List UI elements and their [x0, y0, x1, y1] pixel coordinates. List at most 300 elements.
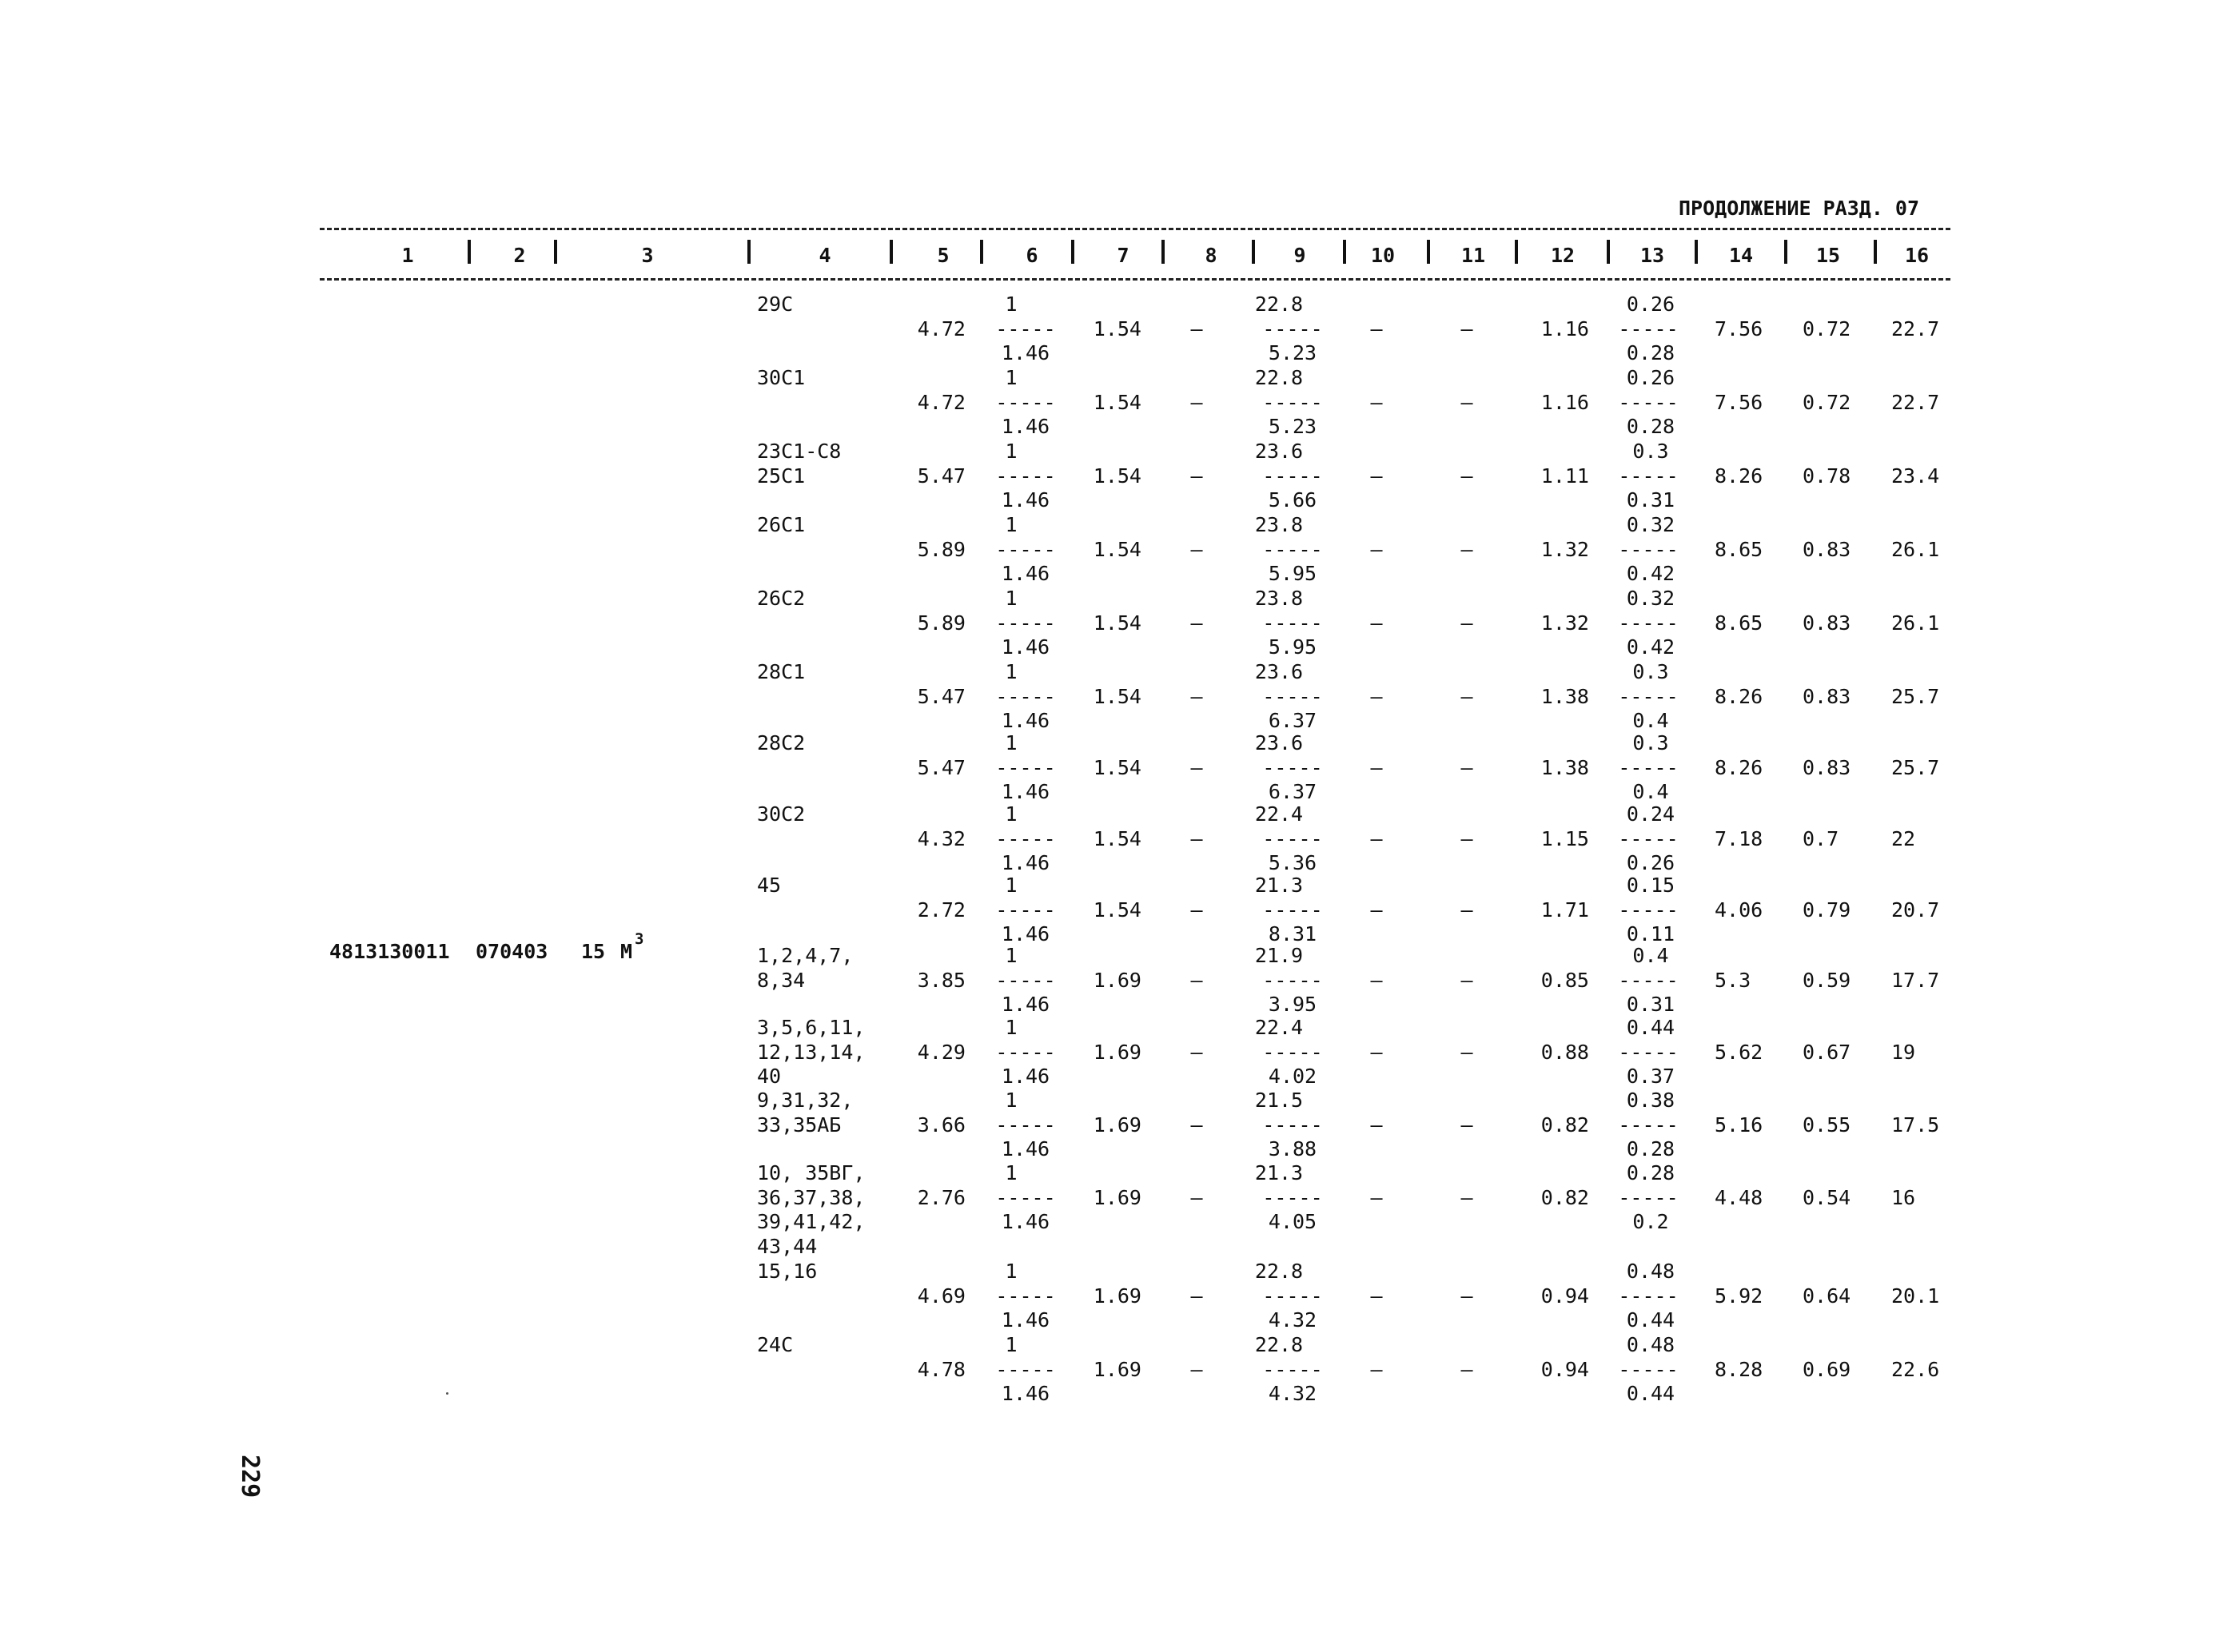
- col14-value: 7.56: [1715, 390, 1763, 414]
- col9-fraction-bar: -----: [1262, 1284, 1323, 1308]
- col13-numerator: 0.26: [1626, 366, 1675, 389]
- col6-denominator: 1.46: [1001, 709, 1050, 732]
- col9-numerator: 23.8: [1254, 513, 1304, 536]
- profile-label: 29С: [757, 293, 794, 316]
- col12-value: 0.82: [1540, 1185, 1589, 1209]
- col7-value: 1.54: [1093, 826, 1141, 850]
- col8-dash: –: [1190, 1185, 1203, 1209]
- col9-fraction-bar: -----: [1262, 898, 1323, 922]
- col8-dash: –: [1190, 1113, 1203, 1136]
- col9-fraction-bar: -----: [1262, 1185, 1323, 1209]
- col5-value: 5.47: [917, 755, 966, 779]
- col11-dash: –: [1460, 537, 1473, 561]
- column-separator: [554, 240, 557, 264]
- col13-numerator: 0.24: [1626, 802, 1675, 826]
- col9-numerator: 21.3: [1254, 874, 1304, 897]
- col7-value: 1.54: [1093, 898, 1141, 922]
- col13-fraction-bar: -----: [1618, 611, 1679, 635]
- col9-denominator: 5.23: [1268, 415, 1317, 438]
- col8-dash: –: [1190, 390, 1203, 414]
- col5-value: 4.72: [917, 390, 966, 414]
- col13-denominator: 0.11: [1626, 922, 1675, 945]
- profile-label: 45: [757, 874, 782, 897]
- col10-dash: –: [1370, 1185, 1383, 1209]
- col9-fraction-bar: -----: [1262, 464, 1323, 488]
- col6-fraction-bar: -----: [995, 898, 1056, 922]
- col11-dash: –: [1460, 826, 1473, 850]
- col13-denominator: 0.4: [1632, 780, 1669, 803]
- col9-denominator: 5.66: [1268, 488, 1317, 512]
- col6-denominator: 1.46: [1001, 922, 1050, 945]
- col13-numerator: 0.48: [1626, 1260, 1675, 1283]
- column-header-3: 3: [641, 244, 654, 267]
- col16-value: 17.5: [1891, 1113, 1940, 1136]
- col13-fraction-bar: -----: [1618, 537, 1679, 561]
- col7-value: 1.54: [1093, 611, 1141, 635]
- col13-fraction-bar: -----: [1618, 898, 1679, 922]
- col6-fraction-bar: -----: [995, 1040, 1056, 1064]
- col9-fraction-bar: -----: [1262, 390, 1323, 414]
- column-separator: [1607, 240, 1610, 264]
- col9-numerator: 21.9: [1254, 944, 1304, 967]
- col6-denominator: 1.46: [1001, 993, 1050, 1016]
- col11-dash: –: [1460, 968, 1473, 992]
- col7-value: 1.69: [1093, 1185, 1141, 1209]
- col6-fraction-bar: -----: [995, 390, 1056, 414]
- col11-dash: –: [1460, 1185, 1473, 1209]
- col14-value: 8.26: [1715, 755, 1763, 779]
- column-separator: [1515, 240, 1518, 264]
- col13-fraction-bar: -----: [1618, 464, 1679, 488]
- col6-denominator: 1.46: [1001, 341, 1050, 364]
- col14-value: 8.65: [1715, 537, 1763, 561]
- col5-value: 2.72: [917, 898, 966, 922]
- col11-dash: –: [1460, 464, 1473, 488]
- col8-dash: –: [1190, 898, 1203, 922]
- group-unit-superscript: 3: [635, 930, 644, 948]
- col7-value: 1.54: [1093, 464, 1141, 488]
- col11-dash: –: [1460, 316, 1473, 340]
- col9-fraction-bar: -----: [1262, 755, 1323, 779]
- col10-dash: –: [1370, 755, 1383, 779]
- col15-value: 0.83: [1803, 611, 1851, 635]
- col13-denominator: 0.28: [1626, 341, 1675, 364]
- col10-dash: –: [1370, 464, 1383, 488]
- col10-dash: –: [1370, 968, 1383, 992]
- col6-denominator: 1.46: [1001, 635, 1050, 659]
- col5-value: 4.32: [917, 826, 966, 850]
- column-separator: [1695, 240, 1698, 264]
- col6-numerator: 1: [1005, 1089, 1018, 1112]
- col13-fraction-bar: -----: [1618, 1284, 1679, 1308]
- col13-fraction-bar: -----: [1618, 1113, 1679, 1136]
- col15-value: 0.72: [1803, 316, 1851, 340]
- column-separator: [1427, 240, 1430, 264]
- col9-fraction-bar: -----: [1262, 1357, 1323, 1381]
- col9-denominator: 4.05: [1268, 1210, 1317, 1233]
- col12-value: 1.38: [1540, 684, 1589, 708]
- col9-denominator: 4.32: [1268, 1308, 1317, 1332]
- col7-value: 1.69: [1093, 1357, 1141, 1381]
- col16-value: 26.1: [1891, 537, 1940, 561]
- col8-dash: –: [1190, 611, 1203, 635]
- col13-denominator: 0.4: [1632, 709, 1669, 732]
- col13-fraction-bar: -----: [1618, 684, 1679, 708]
- col14-value: 4.06: [1715, 898, 1763, 922]
- col11-dash: –: [1460, 755, 1473, 779]
- col6-denominator: 1.46: [1001, 780, 1050, 803]
- col12-value: 0.82: [1540, 1113, 1589, 1136]
- col7-value: 1.54: [1093, 755, 1141, 779]
- col16-value: 20.7: [1891, 898, 1940, 922]
- column-header-2: 2: [513, 244, 526, 267]
- col5-value: 5.89: [917, 537, 966, 561]
- col16-value: 16: [1891, 1185, 1916, 1209]
- col15-value: 0.83: [1803, 755, 1851, 779]
- col10-dash: –: [1370, 684, 1383, 708]
- col14-value: 7.56: [1715, 316, 1763, 340]
- col16-value: 22: [1891, 826, 1916, 850]
- scan-speck: [446, 1392, 448, 1395]
- col6-fraction-bar: -----: [995, 464, 1056, 488]
- col6-fraction-bar: -----: [995, 684, 1056, 708]
- col6-numerator: 1: [1005, 874, 1018, 897]
- col6-denominator: 1.46: [1001, 1137, 1050, 1160]
- col9-denominator: 6.37: [1268, 709, 1317, 732]
- col12-value: 1.15: [1540, 826, 1589, 850]
- col7-value: 1.54: [1093, 537, 1141, 561]
- column-header-7: 7: [1117, 244, 1129, 267]
- column-header-8: 8: [1205, 244, 1217, 267]
- col10-dash: –: [1370, 611, 1383, 635]
- col13-denominator: 0.37: [1626, 1065, 1675, 1088]
- col9-numerator: 23.8: [1254, 587, 1304, 610]
- col13-denominator: 0.42: [1626, 562, 1675, 585]
- col9-denominator: 3.95: [1268, 993, 1317, 1016]
- col13-denominator: 0.44: [1626, 1382, 1675, 1405]
- col6-numerator: 1: [1005, 944, 1018, 967]
- col6-numerator: 1: [1005, 1016, 1018, 1039]
- col6-numerator: 1: [1005, 660, 1018, 683]
- col15-value: 0.67: [1803, 1040, 1851, 1064]
- col9-numerator: 23.6: [1254, 440, 1304, 463]
- col6-fraction-bar: -----: [995, 537, 1056, 561]
- col12-value: 1.11: [1540, 464, 1589, 488]
- continuation-title: ПРОДОЛЖЕНИЕ РАЗД. 07: [1679, 197, 1920, 220]
- col12-value: 1.32: [1540, 611, 1589, 635]
- col13-numerator: 0.26: [1626, 293, 1675, 316]
- column-header-10: 10: [1370, 244, 1396, 267]
- col9-fraction-bar: -----: [1262, 1040, 1323, 1064]
- col13-denominator: 0.28: [1626, 1137, 1675, 1160]
- column-header-11: 11: [1460, 244, 1486, 267]
- col11-dash: –: [1460, 611, 1473, 635]
- col6-numerator: 1: [1005, 587, 1018, 610]
- col6-numerator: 1: [1005, 513, 1018, 536]
- col6-numerator: 1: [1005, 440, 1018, 463]
- col13-denominator: 0.31: [1626, 488, 1675, 512]
- column-separator: [1071, 240, 1074, 264]
- col10-dash: –: [1370, 1357, 1383, 1381]
- col13-numerator: 0.28: [1626, 1161, 1675, 1184]
- col9-denominator: 8.31: [1268, 922, 1317, 945]
- col7-value: 1.54: [1093, 684, 1141, 708]
- profile-label: 24С: [757, 1333, 794, 1356]
- col12-value: 1.16: [1540, 316, 1589, 340]
- column-separator: [1343, 240, 1346, 264]
- column-header-12: 12: [1550, 244, 1576, 267]
- col16-value: 23.4: [1891, 464, 1940, 488]
- column-header-13: 13: [1639, 244, 1665, 267]
- col14-value: 5.92: [1715, 1284, 1763, 1308]
- col5-value: 3.66: [917, 1113, 966, 1136]
- col9-denominator: 5.23: [1268, 341, 1317, 364]
- column-header-16: 16: [1904, 244, 1930, 267]
- profile-label: 43,44: [757, 1234, 818, 1258]
- col13-numerator: 0.3: [1632, 660, 1669, 683]
- col11-dash: –: [1460, 390, 1473, 414]
- col5-value: 3.85: [917, 968, 966, 992]
- col9-fraction-bar: -----: [1262, 316, 1323, 340]
- col10-dash: –: [1370, 1284, 1383, 1308]
- column-header-14: 14: [1728, 244, 1754, 267]
- column-header-9: 9: [1293, 244, 1306, 267]
- col11-dash: –: [1460, 898, 1473, 922]
- col16-value: 22.7: [1891, 390, 1940, 414]
- col5-value: 5.89: [917, 611, 966, 635]
- col5-value: 4.29: [917, 1040, 966, 1064]
- column-header-6: 6: [1026, 244, 1038, 267]
- profile-label: 28С1: [757, 660, 806, 683]
- col13-denominator: 0.2: [1632, 1210, 1669, 1233]
- col9-denominator: 5.95: [1268, 635, 1317, 659]
- col6-denominator: 1.46: [1001, 1308, 1050, 1332]
- col8-dash: –: [1190, 537, 1203, 561]
- col13-numerator: 0.44: [1626, 1016, 1675, 1039]
- col12-value: 0.85: [1540, 968, 1589, 992]
- col14-value: 8.26: [1715, 684, 1763, 708]
- col15-value: 0.72: [1803, 390, 1851, 414]
- profile-label: 30С1: [757, 366, 806, 389]
- col6-fraction-bar: -----: [995, 755, 1056, 779]
- col10-dash: –: [1370, 316, 1383, 340]
- col8-dash: –: [1190, 826, 1203, 850]
- col8-dash: –: [1190, 1284, 1203, 1308]
- col14-value: 7.18: [1715, 826, 1763, 850]
- col6-fraction-bar: -----: [995, 1185, 1056, 1209]
- col13-numerator: 0.3: [1632, 731, 1669, 754]
- col6-fraction-bar: -----: [995, 826, 1056, 850]
- column-separator: [890, 240, 893, 264]
- profile-label: 26С1: [757, 513, 806, 536]
- col8-dash: –: [1190, 464, 1203, 488]
- col6-fraction-bar: -----: [995, 1357, 1056, 1381]
- col5-value: 4.72: [917, 316, 966, 340]
- col11-dash: –: [1460, 1357, 1473, 1381]
- col16-value: 22.6: [1891, 1357, 1940, 1381]
- profile-label: 3,5,6,11,: [757, 1016, 866, 1039]
- col6-numerator: 1: [1005, 802, 1018, 826]
- col9-numerator: 21.3: [1254, 1161, 1304, 1184]
- column-separator: [468, 240, 471, 264]
- col14-value: 4.48: [1715, 1185, 1763, 1209]
- col6-fraction-bar: -----: [995, 968, 1056, 992]
- group-quantity: 15: [581, 940, 606, 963]
- column-separator: [1874, 240, 1877, 264]
- col12-value: 1.38: [1540, 755, 1589, 779]
- col13-fraction-bar: -----: [1618, 316, 1679, 340]
- group-subcode: 070403: [476, 940, 548, 963]
- col11-dash: –: [1460, 1040, 1473, 1064]
- col15-value: 0.83: [1803, 684, 1851, 708]
- col16-value: 25.7: [1891, 755, 1940, 779]
- column-separator: [1161, 240, 1165, 264]
- col6-fraction-bar: -----: [995, 611, 1056, 635]
- col6-numerator: 1: [1005, 731, 1018, 754]
- col9-numerator: 22.8: [1254, 1333, 1304, 1356]
- col6-denominator: 1.46: [1001, 1065, 1050, 1088]
- col7-value: 1.69: [1093, 1113, 1141, 1136]
- col7-value: 1.54: [1093, 390, 1141, 414]
- column-header-5: 5: [937, 244, 950, 267]
- col12-value: 1.16: [1540, 390, 1589, 414]
- col9-denominator: 4.32: [1268, 1382, 1317, 1405]
- col9-fraction-bar: -----: [1262, 968, 1323, 992]
- col15-value: 0.55: [1803, 1113, 1851, 1136]
- col13-denominator: 0.42: [1626, 635, 1675, 659]
- col7-value: 1.69: [1093, 1284, 1141, 1308]
- col9-fraction-bar: -----: [1262, 826, 1323, 850]
- col8-dash: –: [1190, 316, 1203, 340]
- col11-dash: –: [1460, 684, 1473, 708]
- column-separator: [1784, 240, 1787, 264]
- col8-dash: –: [1190, 1357, 1203, 1381]
- group-unit: М: [620, 940, 633, 963]
- profile-label: 36,37,38,: [757, 1185, 866, 1209]
- col9-numerator: 22.8: [1254, 293, 1304, 316]
- col13-numerator: 0.38: [1626, 1089, 1675, 1112]
- col13-numerator: 0.15: [1626, 874, 1675, 897]
- col6-fraction-bar: -----: [995, 316, 1056, 340]
- col6-fraction-bar: -----: [995, 1113, 1056, 1136]
- col13-fraction-bar: -----: [1618, 968, 1679, 992]
- col13-denominator: 0.31: [1626, 993, 1675, 1016]
- col15-value: 0.59: [1803, 968, 1851, 992]
- col7-value: 1.54: [1093, 316, 1141, 340]
- column-header-1: 1: [401, 244, 414, 267]
- col15-value: 0.64: [1803, 1284, 1851, 1308]
- col5-value: 5.47: [917, 464, 966, 488]
- col9-fraction-bar: -----: [1262, 537, 1323, 561]
- page-number: 229: [236, 1455, 264, 1499]
- col16-value: 20.1: [1891, 1284, 1940, 1308]
- col13-fraction-bar: -----: [1618, 1357, 1679, 1381]
- col10-dash: –: [1370, 898, 1383, 922]
- profile-label: 9,31,32,: [757, 1089, 854, 1112]
- col6-numerator: 1: [1005, 293, 1018, 316]
- col14-value: 5.16: [1715, 1113, 1763, 1136]
- col5-value: 4.78: [917, 1357, 966, 1381]
- column-separator: [1252, 240, 1255, 264]
- col8-dash: –: [1190, 684, 1203, 708]
- col6-denominator: 1.46: [1001, 1210, 1050, 1233]
- col9-numerator: 21.5: [1254, 1089, 1304, 1112]
- profile-label: 40: [757, 1065, 782, 1088]
- col13-fraction-bar: -----: [1618, 826, 1679, 850]
- column-header-4: 4: [819, 244, 831, 267]
- col6-denominator: 1.46: [1001, 415, 1050, 438]
- profile-label: 8,34: [757, 968, 806, 992]
- col16-value: 25.7: [1891, 684, 1940, 708]
- col8-dash: –: [1190, 1040, 1203, 1064]
- col10-dash: –: [1370, 390, 1383, 414]
- col16-value: 17.7: [1891, 968, 1940, 992]
- col9-fraction-bar: -----: [1262, 684, 1323, 708]
- col16-value: 26.1: [1891, 611, 1940, 635]
- profile-label: 10, 35ВГ,: [757, 1161, 866, 1184]
- col6-numerator: 1: [1005, 1260, 1018, 1283]
- col11-dash: –: [1460, 1284, 1473, 1308]
- profile-label: 23С1-С8: [757, 440, 842, 463]
- profile-label: 25С1: [757, 464, 806, 488]
- col13-denominator: 0.28: [1626, 415, 1675, 438]
- col16-value: 19: [1891, 1040, 1916, 1064]
- col13-numerator: 0.3: [1632, 440, 1669, 463]
- col14-value: 8.65: [1715, 611, 1763, 635]
- col9-denominator: 6.37: [1268, 780, 1317, 803]
- profile-label: 39,41,42,: [757, 1210, 866, 1233]
- profile-label: 26С2: [757, 587, 806, 610]
- col6-numerator: 1: [1005, 1333, 1018, 1356]
- col13-numerator: 0.4: [1632, 944, 1669, 967]
- profile-label: 33,35АБ: [757, 1113, 842, 1136]
- col12-value: 1.32: [1540, 537, 1589, 561]
- col8-dash: –: [1190, 968, 1203, 992]
- col13-fraction-bar: -----: [1618, 755, 1679, 779]
- col9-numerator: 22.8: [1254, 366, 1304, 389]
- col6-denominator: 1.46: [1001, 488, 1050, 512]
- col12-value: 1.71: [1540, 898, 1589, 922]
- col9-numerator: 22.4: [1254, 1016, 1304, 1039]
- col8-dash: –: [1190, 755, 1203, 779]
- col6-denominator: 1.46: [1001, 562, 1050, 585]
- col9-denominator: 3.88: [1268, 1137, 1317, 1160]
- col13-denominator: 0.44: [1626, 1308, 1675, 1332]
- col15-value: 0.69: [1803, 1357, 1851, 1381]
- col12-value: 0.88: [1540, 1040, 1589, 1064]
- column-separator: [980, 240, 983, 264]
- col9-denominator: 4.02: [1268, 1065, 1317, 1088]
- col15-value: 0.78: [1803, 464, 1851, 488]
- col15-value: 0.7: [1803, 826, 1839, 850]
- profile-label: 28С2: [757, 731, 806, 754]
- col13-numerator: 0.32: [1626, 513, 1675, 536]
- col7-value: 1.69: [1093, 1040, 1141, 1064]
- col9-numerator: 23.6: [1254, 660, 1304, 683]
- col7-value: 1.69: [1093, 968, 1141, 992]
- col12-value: 0.94: [1540, 1284, 1589, 1308]
- col12-value: 0.94: [1540, 1357, 1589, 1381]
- col14-value: 5.3: [1715, 968, 1751, 992]
- header-rule-top: [320, 228, 1950, 230]
- col6-denominator: 1.46: [1001, 1382, 1050, 1405]
- col6-denominator: 1.46: [1001, 851, 1050, 874]
- col15-value: 0.54: [1803, 1185, 1851, 1209]
- col13-numerator: 0.32: [1626, 587, 1675, 610]
- col13-numerator: 0.48: [1626, 1333, 1675, 1356]
- profile-label: 15,16: [757, 1260, 818, 1283]
- col5-value: 5.47: [917, 684, 966, 708]
